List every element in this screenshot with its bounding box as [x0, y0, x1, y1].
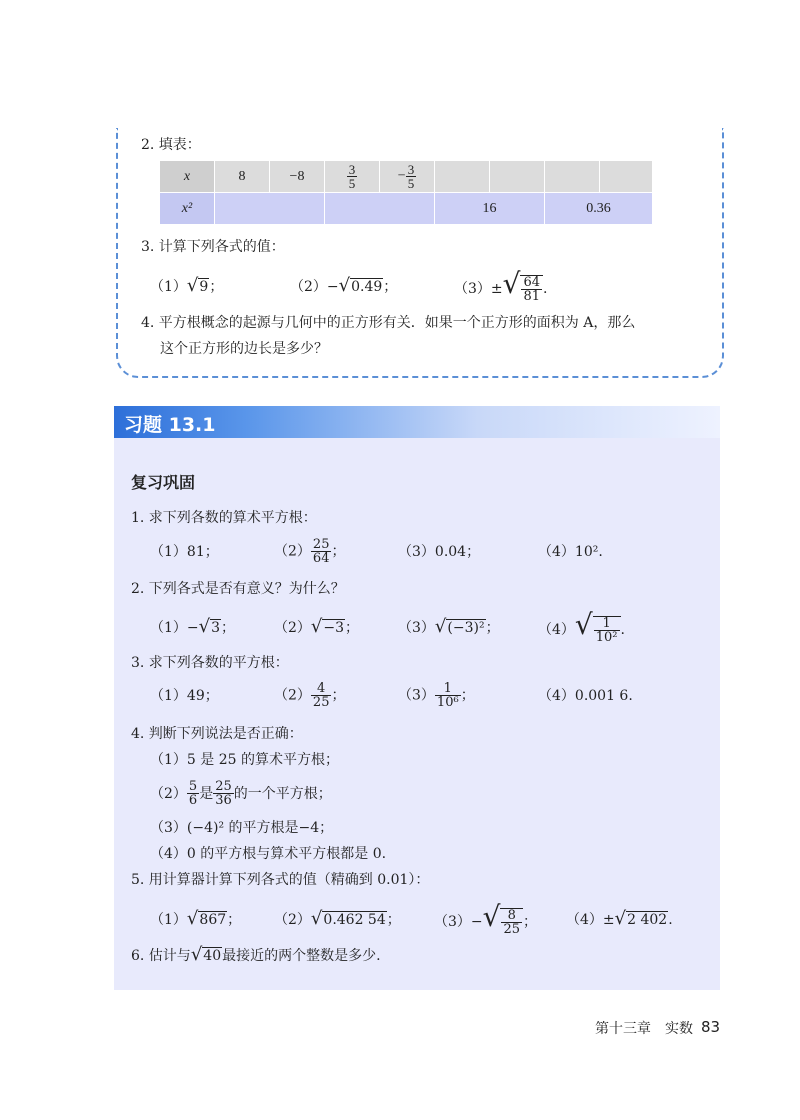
s-q1-a: （1）81； [150, 544, 219, 560]
s-q3-label: 3. 求下列各数的平方根： [131, 655, 289, 671]
q3-item-2: （2）−√0.49； [290, 274, 398, 296]
s-q5-items [150, 898, 673, 938]
section-title: 习题 13.1 [124, 414, 216, 436]
s-q1-b: （2） $\frac{25}{64}$ ； [274, 536, 346, 566]
cell-x-1: 8 [215, 161, 270, 193]
cell-x2-1 [215, 193, 325, 225]
cell-x-2: −8 [270, 161, 325, 193]
radical: √ $\frac{64}{81}$ [503, 267, 543, 303]
s-q5-c: （3）−√ $\frac{8}{25}$ ； [434, 900, 538, 937]
table-row-x [160, 161, 653, 193]
s-q3-items [150, 676, 633, 714]
s-q4-c: （3）(−4)² 的平方根是−4； [150, 820, 334, 836]
fraction: $\frac{3}{5}$ [348, 162, 356, 191]
radical: √9 [186, 274, 209, 296]
s-q3-a: （1）49； [150, 688, 219, 704]
s-q2-c: （3）√(−3)²； [398, 615, 500, 637]
q3-label: 3. 计算下列各式的值： [141, 239, 285, 255]
cell-x-3 [325, 161, 380, 193]
s-q3-d: （4）0.001 6. [538, 688, 633, 704]
s-q2-label: 2. 下列各式是否有意义？为什么？ [131, 581, 345, 597]
s-q2-b: （2）√−3； [274, 615, 360, 637]
s-q1-label: 1. 求下列各数的算术平方根： [131, 510, 317, 526]
cell-x-4: − $\frac{3}{5}$ [380, 161, 435, 193]
q3-item-3: （3）±√ $\frac{64}{81}$ . [454, 267, 548, 304]
radical: √40 [190, 944, 222, 965]
cell-x-header: x [160, 161, 215, 193]
fraction: $\frac{3}{5}$ [407, 162, 415, 191]
s-q3-b: （2） $\frac{4}{25}$ ； [274, 680, 346, 710]
q3-item-1: （1）√9； [150, 274, 224, 296]
section-header [114, 406, 720, 438]
table-row-x2 [160, 193, 653, 225]
cell-x2-4: 0.36 [545, 193, 653, 225]
page-number: 83 [701, 1018, 721, 1036]
s-q1-c: （3）0.04； [398, 544, 481, 560]
cell-x2-header: x² [160, 193, 215, 225]
cell-x-7 [545, 161, 600, 193]
s-q4-d: （4）0 的平方根与算术平方根都是 0. [150, 846, 387, 862]
s-q1-items [150, 533, 603, 569]
fill-table [159, 160, 653, 225]
cell-x-5 [435, 161, 490, 193]
section-subhead: 复习巩固 [131, 473, 196, 492]
s-q2-a: （1）−√3； [150, 615, 236, 637]
cell-x2-2 [325, 193, 435, 225]
cell-x2-3: 16 [435, 193, 545, 225]
cell-x-8 [600, 161, 653, 193]
footer-chapter: 第十三章 实数 [595, 1021, 693, 1037]
q4-line2: 这个正方形的边长是多少？ [160, 341, 328, 357]
s-q5-label: 5. 用计算器计算下列各式的值（精确到 0.01）： [131, 872, 430, 888]
s-q5-b: （2）√0.462 54； [274, 907, 401, 929]
q2-label: 2. 填表： [141, 137, 201, 153]
s-q4-label: 4. 判断下列说法是否正确： [131, 726, 303, 742]
s-q4-b: （2） $\frac{5}{6}$ 是 $\frac{25}{36}$ 的一个平方根； [150, 778, 332, 808]
s-q6: 6. 估计与√40最接近的两个整数是多少. [131, 944, 381, 965]
q4-line1: 4. 平方根概念的起源与几何中的正方形有关．如果一个正方形的面积为 A，那么 [141, 315, 636, 331]
s-q4-a: （1）5 是 25 的算术平方根； [150, 752, 339, 768]
s-q5-d: （4）±√2 402. [566, 907, 673, 929]
s-q2-items [150, 606, 625, 646]
s-q2-d: （4）√ $\frac{1}{\text{10²}}$ . [538, 608, 625, 645]
s-q1-d: （4）10². [538, 544, 603, 560]
s-q5-a: （1）√867； [150, 907, 242, 929]
radical: √0.49 [338, 274, 383, 296]
s-q3-c: （3） $\frac{1}{\text{10⁶}}$ ； [398, 680, 475, 710]
cell-x-6 [490, 161, 545, 193]
q3-items [150, 268, 547, 302]
